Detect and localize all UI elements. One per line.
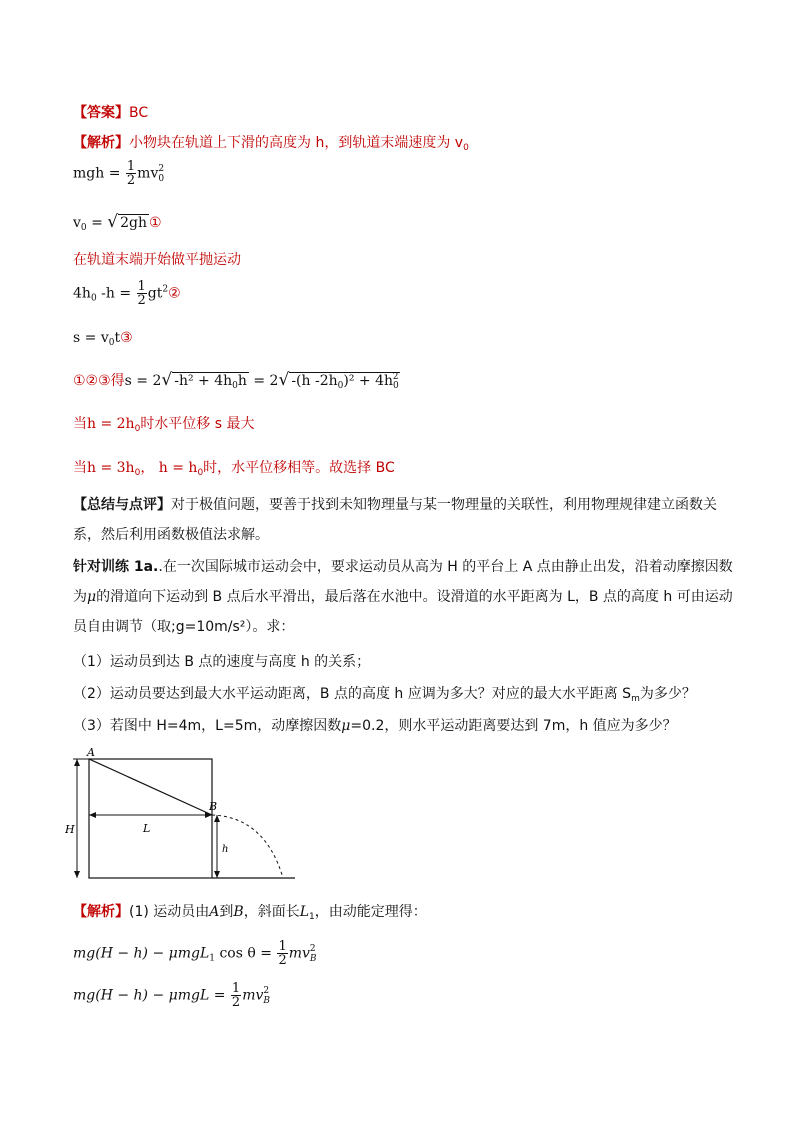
label-l: L: [143, 822, 151, 835]
analysis2-intro: 【解析】(1) 运动员由A到B，斜面长$L_1$，由动能定理得：: [73, 904, 427, 922]
combine-prefix: ①②③得: [73, 373, 125, 389]
analysis-label: 【解析】: [73, 135, 129, 151]
combine-radicand-b2: )² + 4h: [343, 373, 394, 389]
fraction-half: [126, 160, 136, 187]
eq4-t: t: [114, 330, 121, 346]
equation-work-energy-1: mg(H − h) − μmgL$_1$ cos θ = $\frac{1}{2}$ mv 2 B: [73, 939, 317, 968]
eq1-lhs: mgh =: [73, 165, 125, 182]
mark-2: ②: [168, 285, 181, 302]
analysis2-text-d: ，由动能定理得：: [314, 904, 427, 920]
combine-eq-b: = 2: [248, 373, 279, 389]
frac-den: 2: [126, 173, 136, 188]
equation-velocity: $v_0$ = √ 2gh ①: [73, 212, 162, 233]
eq-we1-rhs: mv: [288, 945, 310, 962]
exercise-label: 针对训练 1a.: [73, 559, 159, 575]
eq4-lhs: s = v: [73, 330, 109, 346]
equal-condition: 当$h = 3h_0$， $h = h_0$时，水平位移相等。故选择 BC: [73, 460, 395, 478]
analysis-intro-text: 小物块在轨道上下滑的高度为 h，到轨道末端速度为 v: [129, 135, 464, 151]
sm-subscript: m: [631, 694, 640, 704]
eq2-radicand: 2gh: [120, 215, 148, 231]
point-b: B: [233, 904, 244, 920]
equal-eq2: h = h: [158, 460, 198, 476]
max-eq: h = 2h: [87, 416, 135, 432]
combine-radicand-a: -h² + 4h: [174, 373, 233, 389]
equation-fall: $4h_0$ -h = $\frac{1}{2}$ $gt^2②$: [73, 279, 181, 308]
summary-text: 对于极值问题，要善于找到未知物理量与某一物理量的关联性，利用物理规律建立函数关系，然后利用函数极值法求解。: [73, 497, 717, 543]
label-a: A: [87, 746, 95, 759]
answer-label: 【答案】: [73, 105, 129, 121]
question-2-text: （2）运动员要达到最大水平运动距离，B 点的高度 h 应调为多大？对应的最大水平距离 S: [73, 686, 632, 702]
equal-sep: ，: [140, 460, 159, 476]
summary-paragraph: [73, 490, 733, 550]
eq-we2-lhs: mg(H − h) − μmgL =: [73, 987, 230, 1004]
eq2-lhs: v: [73, 215, 81, 231]
equal-prefix: 当: [73, 460, 87, 476]
analysis2-text-b: 到: [219, 904, 234, 920]
answer-value: BC: [129, 105, 149, 121]
analysis2-text-c: ，斜面长: [243, 904, 300, 920]
eq3-mid: -h =: [96, 285, 136, 302]
eq-we1-cos: cos θ =: [215, 945, 277, 962]
eq1-rhs: mv: [137, 165, 159, 182]
combine-radicand-a2: h: [237, 373, 247, 389]
combine-eq-a: s = 2: [124, 373, 162, 389]
projectile-text: 在轨道末端开始做平抛运动: [73, 252, 241, 268]
frac-num: 1: [126, 159, 136, 174]
question-3-b: =0.2，则水平运动距离要达到 7m，h 值应为多少？: [350, 718, 677, 734]
slide-diagram: [65, 745, 305, 885]
eq3-rhs: gt: [147, 285, 163, 302]
max-suffix: 时水平位移 s 最大: [140, 416, 255, 432]
equation-energy: mgh = $\frac{1}{2}$ mv 2 0: [73, 159, 165, 188]
equation-combined: ①②③得s = 2√ $-h^2 + 4h_0h = 2√$ -(h $-2h_0)^2 + 4h_0^2$: [73, 370, 399, 391]
analysis2-text-a: (1) 运动员由: [129, 904, 210, 920]
slope-line: [89, 759, 212, 815]
max-condition: 当$h = 2h_0$时水平位移 s 最大: [73, 416, 255, 434]
eq-we2-rhs: mv: [242, 987, 264, 1004]
label-h-small: h: [222, 844, 229, 855]
v0-subscript: 0: [463, 143, 469, 153]
eq2-mid: =: [86, 215, 108, 231]
mark-3: ③: [120, 330, 133, 346]
question-2-end: 为多少？: [639, 686, 696, 702]
mu-symbol-2: μ: [341, 718, 351, 734]
question-3-a: （3）若图中 H=4m，L=5m，动摩擦因数: [73, 718, 342, 734]
exercise-text-a: .在一次国际城市运动会中，要求运动员从高为 H 的平台上 A 点由静止出发，沿着动摩擦因数为: [73, 559, 733, 605]
label-h-big: H: [65, 823, 75, 836]
eq3-lhs: 4h: [73, 285, 91, 302]
equal-suffix: 时，水平位移相等。故选择 BC: [203, 460, 395, 476]
question-2: [73, 684, 696, 709]
platform-outline: [89, 759, 212, 878]
label-b: B: [209, 800, 218, 813]
mark-1: ①: [149, 215, 162, 231]
exercise-text-b: 的滑道向下运动到 B 点后水平滑出，最后落在水池中。设滑道的水平距离为 L，B 点的高度 h 可由运动员自由调节（取;g=10m/s²）。求：: [73, 589, 733, 635]
question-3: [73, 716, 677, 736]
analysis-intro: [73, 133, 469, 158]
combine-radicand-b: -(h -2h: [291, 373, 338, 389]
equation-work-energy-2: mg(H − h) − μmgL = $\frac{1}{2}$ mv 2 B: [73, 981, 271, 1010]
analysis2-label: 【解析】: [73, 904, 129, 920]
eq-we1-lhs: mg(H − h) − μmgL: [73, 945, 210, 962]
max-prefix: 当: [73, 416, 87, 432]
point-a: A: [209, 904, 220, 920]
equation-range: $s = v_0t③$: [73, 330, 133, 348]
answer-line: [73, 103, 148, 123]
summary-label: 【总结与点评】: [73, 497, 171, 513]
equal-eq1: h = 3h: [87, 460, 135, 476]
question-1: （1）运动员到达 B 点的速度与高度 h 的关系；: [73, 654, 371, 670]
l1-symbol: L: [299, 904, 309, 920]
mu-symbol: μ: [87, 589, 97, 605]
exercise-paragraph: [73, 552, 733, 642]
